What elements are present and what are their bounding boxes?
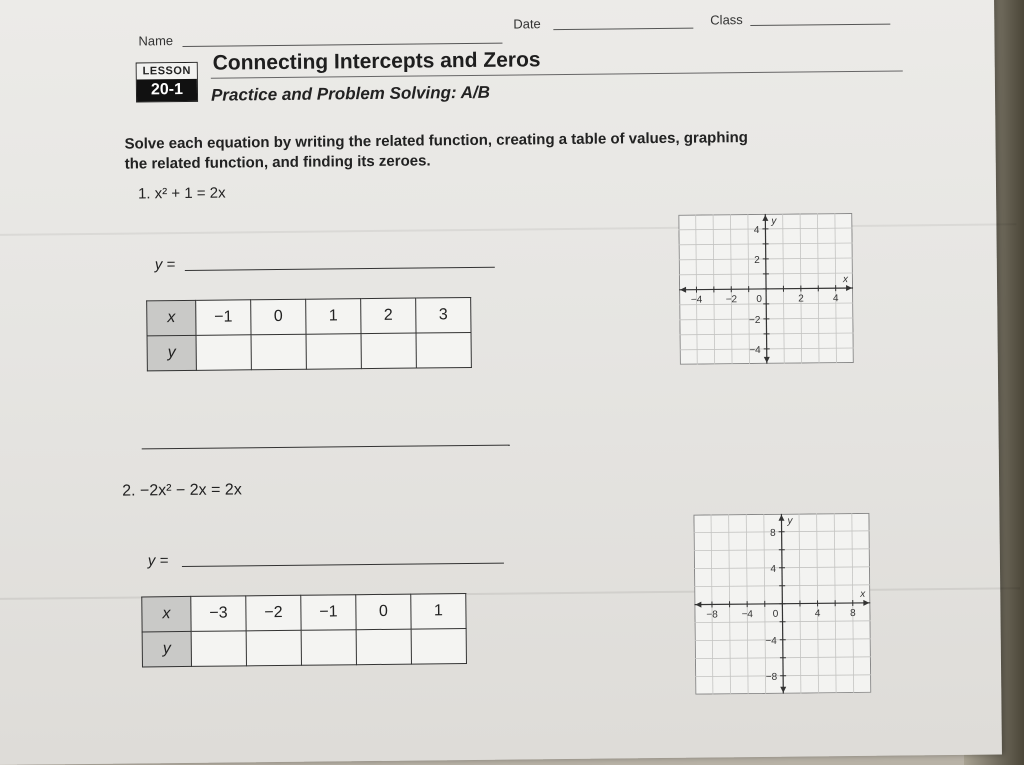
x-tick-label: 0 (756, 293, 763, 305)
problem-1-function-field[interactable] (185, 267, 495, 271)
x-tick-label: −4 (741, 609, 754, 621)
page-title: Connecting Intercepts and Zeros (212, 48, 541, 75)
table-x-header: x (147, 300, 196, 336)
table-y-cell[interactable] (356, 629, 411, 665)
x-tick-label: 0 (772, 608, 779, 620)
problem-2-function-field[interactable] (182, 563, 504, 567)
paper-fold (0, 223, 1016, 236)
date-label: Date (513, 16, 541, 32)
lesson-label: LESSON (137, 63, 197, 80)
x-tick-label: 2 (798, 293, 804, 305)
y-tick-label: −2 (748, 314, 761, 327)
y-tick-label: −4 (749, 344, 761, 357)
table-x-header: x (142, 596, 191, 632)
y-axis-label: y (787, 515, 793, 527)
class-field[interactable] (750, 24, 890, 26)
y-axis-label: y (771, 215, 777, 227)
problem-1-coordinate-grid[interactable] (678, 213, 854, 365)
table-y-cell[interactable] (416, 332, 471, 368)
name-field[interactable] (182, 43, 502, 47)
x-tick-label: 4 (832, 293, 839, 305)
table-y-cell[interactable] (251, 334, 306, 370)
instructions: Solve each equation by writing the related function, creating a table of values, graphing the related function, and finding its zeroes. (124, 129, 749, 173)
y-tick-label: −8 (765, 671, 778, 683)
class-label: Class (710, 12, 743, 28)
table-y-header: y (142, 631, 191, 667)
problem-1-equation: 1. x² + 1 = 2x (137, 184, 226, 203)
y-tick-label: 8 (770, 527, 776, 539)
table-y-cell[interactable] (411, 629, 466, 665)
table-x-cell: −2 (246, 595, 301, 631)
table-y-cell[interactable] (306, 334, 361, 370)
table-row (147, 297, 471, 335)
problem-1-value-table (146, 297, 472, 371)
x-tick-label: 8 (850, 607, 856, 620)
table-y-cell[interactable] (361, 333, 416, 369)
problem-2-y-label: y = (147, 552, 169, 570)
x-tick-label: −4 (690, 294, 703, 306)
problem-2-equation: 2. −2x² − 2x = 2x (122, 481, 242, 500)
x-axis-label: x (842, 274, 849, 286)
table-x-cell: 0 (251, 299, 306, 335)
table-row (142, 594, 466, 632)
x-tick-label: −2 (725, 294, 738, 306)
x-tick-label: −8 (706, 609, 718, 621)
x-tick-label: 4 (814, 608, 821, 620)
table-y-cell[interactable] (196, 335, 251, 371)
table-y-cell[interactable] (301, 630, 356, 666)
table-row (142, 629, 466, 667)
x-axis-label: x (860, 588, 866, 600)
y-tick-label: 2 (754, 254, 760, 267)
y-tick-label: −4 (765, 635, 777, 647)
problem-1-y-label: y = (154, 256, 176, 274)
table-y-cell[interactable] (246, 630, 301, 666)
table-row (147, 332, 471, 370)
y-tick-label: 4 (770, 563, 777, 575)
table-y-header: y (147, 335, 196, 371)
problem-1-zeros-field[interactable] (142, 445, 510, 450)
page-subtitle: Practice and Problem Solving: A/B (210, 82, 491, 105)
table-x-cell: 2 (361, 298, 416, 334)
lesson-number: 20-1 (137, 79, 197, 102)
table-x-cell: −1 (301, 595, 356, 631)
table-x-cell: 1 (306, 299, 361, 335)
lesson-badge (136, 62, 198, 103)
table-x-cell: 3 (416, 297, 471, 333)
table-x-cell: −3 (191, 596, 246, 632)
table-x-cell: 0 (356, 594, 411, 630)
problem-2-value-table (141, 593, 467, 667)
problem-2-coordinate-grid[interactable] (693, 513, 871, 695)
table-x-cell: −1 (196, 300, 251, 336)
date-field[interactable] (553, 28, 693, 30)
name-label: Name (138, 33, 174, 49)
y-tick-label: 4 (753, 224, 760, 237)
table-x-cell: 1 (411, 594, 466, 630)
table-y-cell[interactable] (191, 631, 246, 667)
